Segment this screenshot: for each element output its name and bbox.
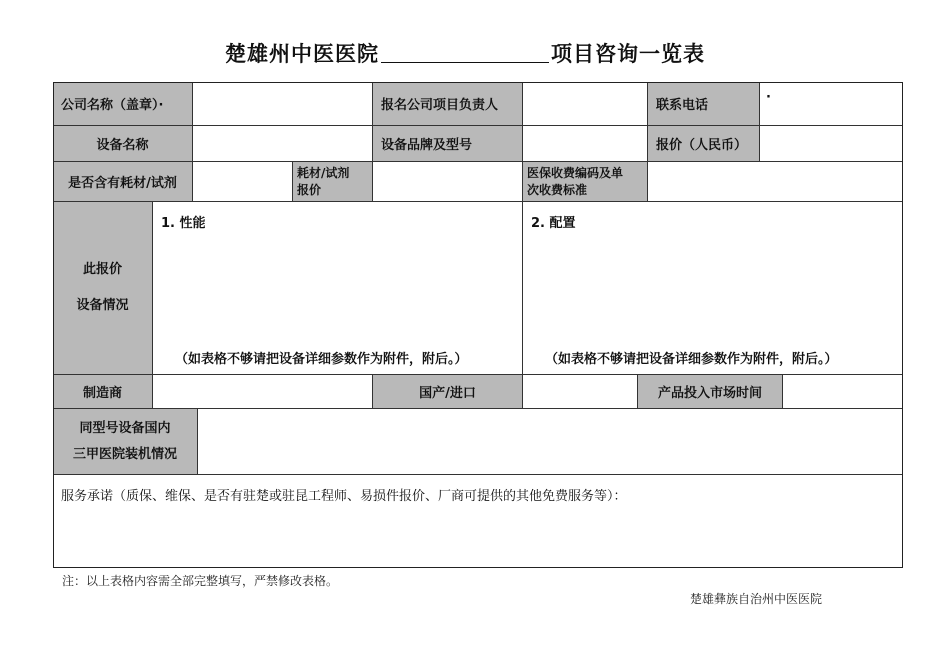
title-prefix: 楚雄州中医医院 [225,41,379,66]
consumables-field[interactable] [193,162,293,202]
title-blank-line[interactable] [381,42,549,63]
company-name-label [53,82,193,126]
manufacturer-label-text: 制造商 [82,386,122,401]
market-time-label [638,375,783,409]
market-time-label-text: 产品投入市场时间 [657,386,762,401]
manufacturer-field[interactable] [153,375,373,409]
insurance-code-field[interactable] [648,162,903,202]
equipment-name-label [53,126,193,162]
performance-label: 1. 性能 [161,216,206,231]
quote-rmb-label-text: 报价（人民币） [656,138,748,153]
page-title [0,38,930,68]
consumables-label-text: 是否含有耗材/试剂 [68,176,177,191]
manufacturer-label [53,375,153,409]
registration-lead-label [373,82,523,126]
brand-model-field[interactable] [523,126,648,162]
consumables-quote-label-line2: 报价 [297,182,322,197]
company-name-field[interactable] [193,82,373,126]
service-commitment-field[interactable] [53,475,903,568]
attachment-note-right: （如表格不够请把设备详细参数作为附件，附后。） [545,352,838,367]
registration-lead-label-text: 报名公司项目负责人 [381,98,499,113]
insurance-code-label [523,162,648,202]
domestic-import-field[interactable] [523,375,638,409]
performance-field[interactable] [153,202,523,375]
device-situation-label [53,202,153,375]
quote-rmb-label [648,126,760,162]
insurance-code-label-line2: 次收费标准 [527,182,588,197]
device-situation-label-line1: 此报价 [82,262,122,277]
quote-rmb-field[interactable] [760,126,903,162]
contact-phone-label [648,82,760,126]
equipment-name-field[interactable] [193,126,373,162]
configuration-field[interactable] [523,202,903,375]
contact-phone-label-text: 联系电话 [656,98,709,113]
title-suffix: 项目咨询一览表 [551,41,705,66]
domestic-import-label-text: 国产/进口 [419,386,476,401]
domestic-hospital-field[interactable] [198,409,903,475]
contact-phone-mark: · [766,90,771,105]
market-time-field[interactable] [783,375,903,409]
domestic-import-label [373,375,523,409]
registration-lead-field[interactable] [523,82,648,126]
attachment-note-left: （如表格不够请把设备详细参数作为附件，附后。） [175,352,468,367]
domestic-hospital-label [53,409,198,475]
consumables-quote-field[interactable] [373,162,523,202]
footer-note: 注：以上表格内容需全部完整填写，严禁修改表格。 [62,574,339,588]
domestic-hospital-label-line2: 三甲医院装机情况 [72,446,177,462]
consumables-quote-label [293,162,373,202]
consumables-quote-label-line1: 耗材/试剂 [297,165,350,180]
brand-model-label [373,126,523,162]
footer-organization: 楚雄彝族自治州中医医院 [690,592,823,606]
brand-model-label-text: 设备品牌及型号 [381,138,473,153]
equipment-name-label-text: 设备名称 [96,138,149,153]
company-name-label-text: 公司名称（盖章）· [61,98,164,113]
configuration-label: 2. 配置 [531,216,576,231]
consumables-label [53,162,193,202]
service-commitment-label: 服务承诺（质保、维保、是否有驻楚或驻昆工程师、易损件报价、厂商可提供的其他免费服务等）： [61,489,627,504]
contact-phone-field[interactable] [760,82,903,126]
device-situation-label-line2: 设备情况 [76,298,129,313]
insurance-code-label-line1: 医保收费编码及单 [527,165,624,180]
domestic-hospital-label-line1: 同型号设备国内 [79,420,171,436]
